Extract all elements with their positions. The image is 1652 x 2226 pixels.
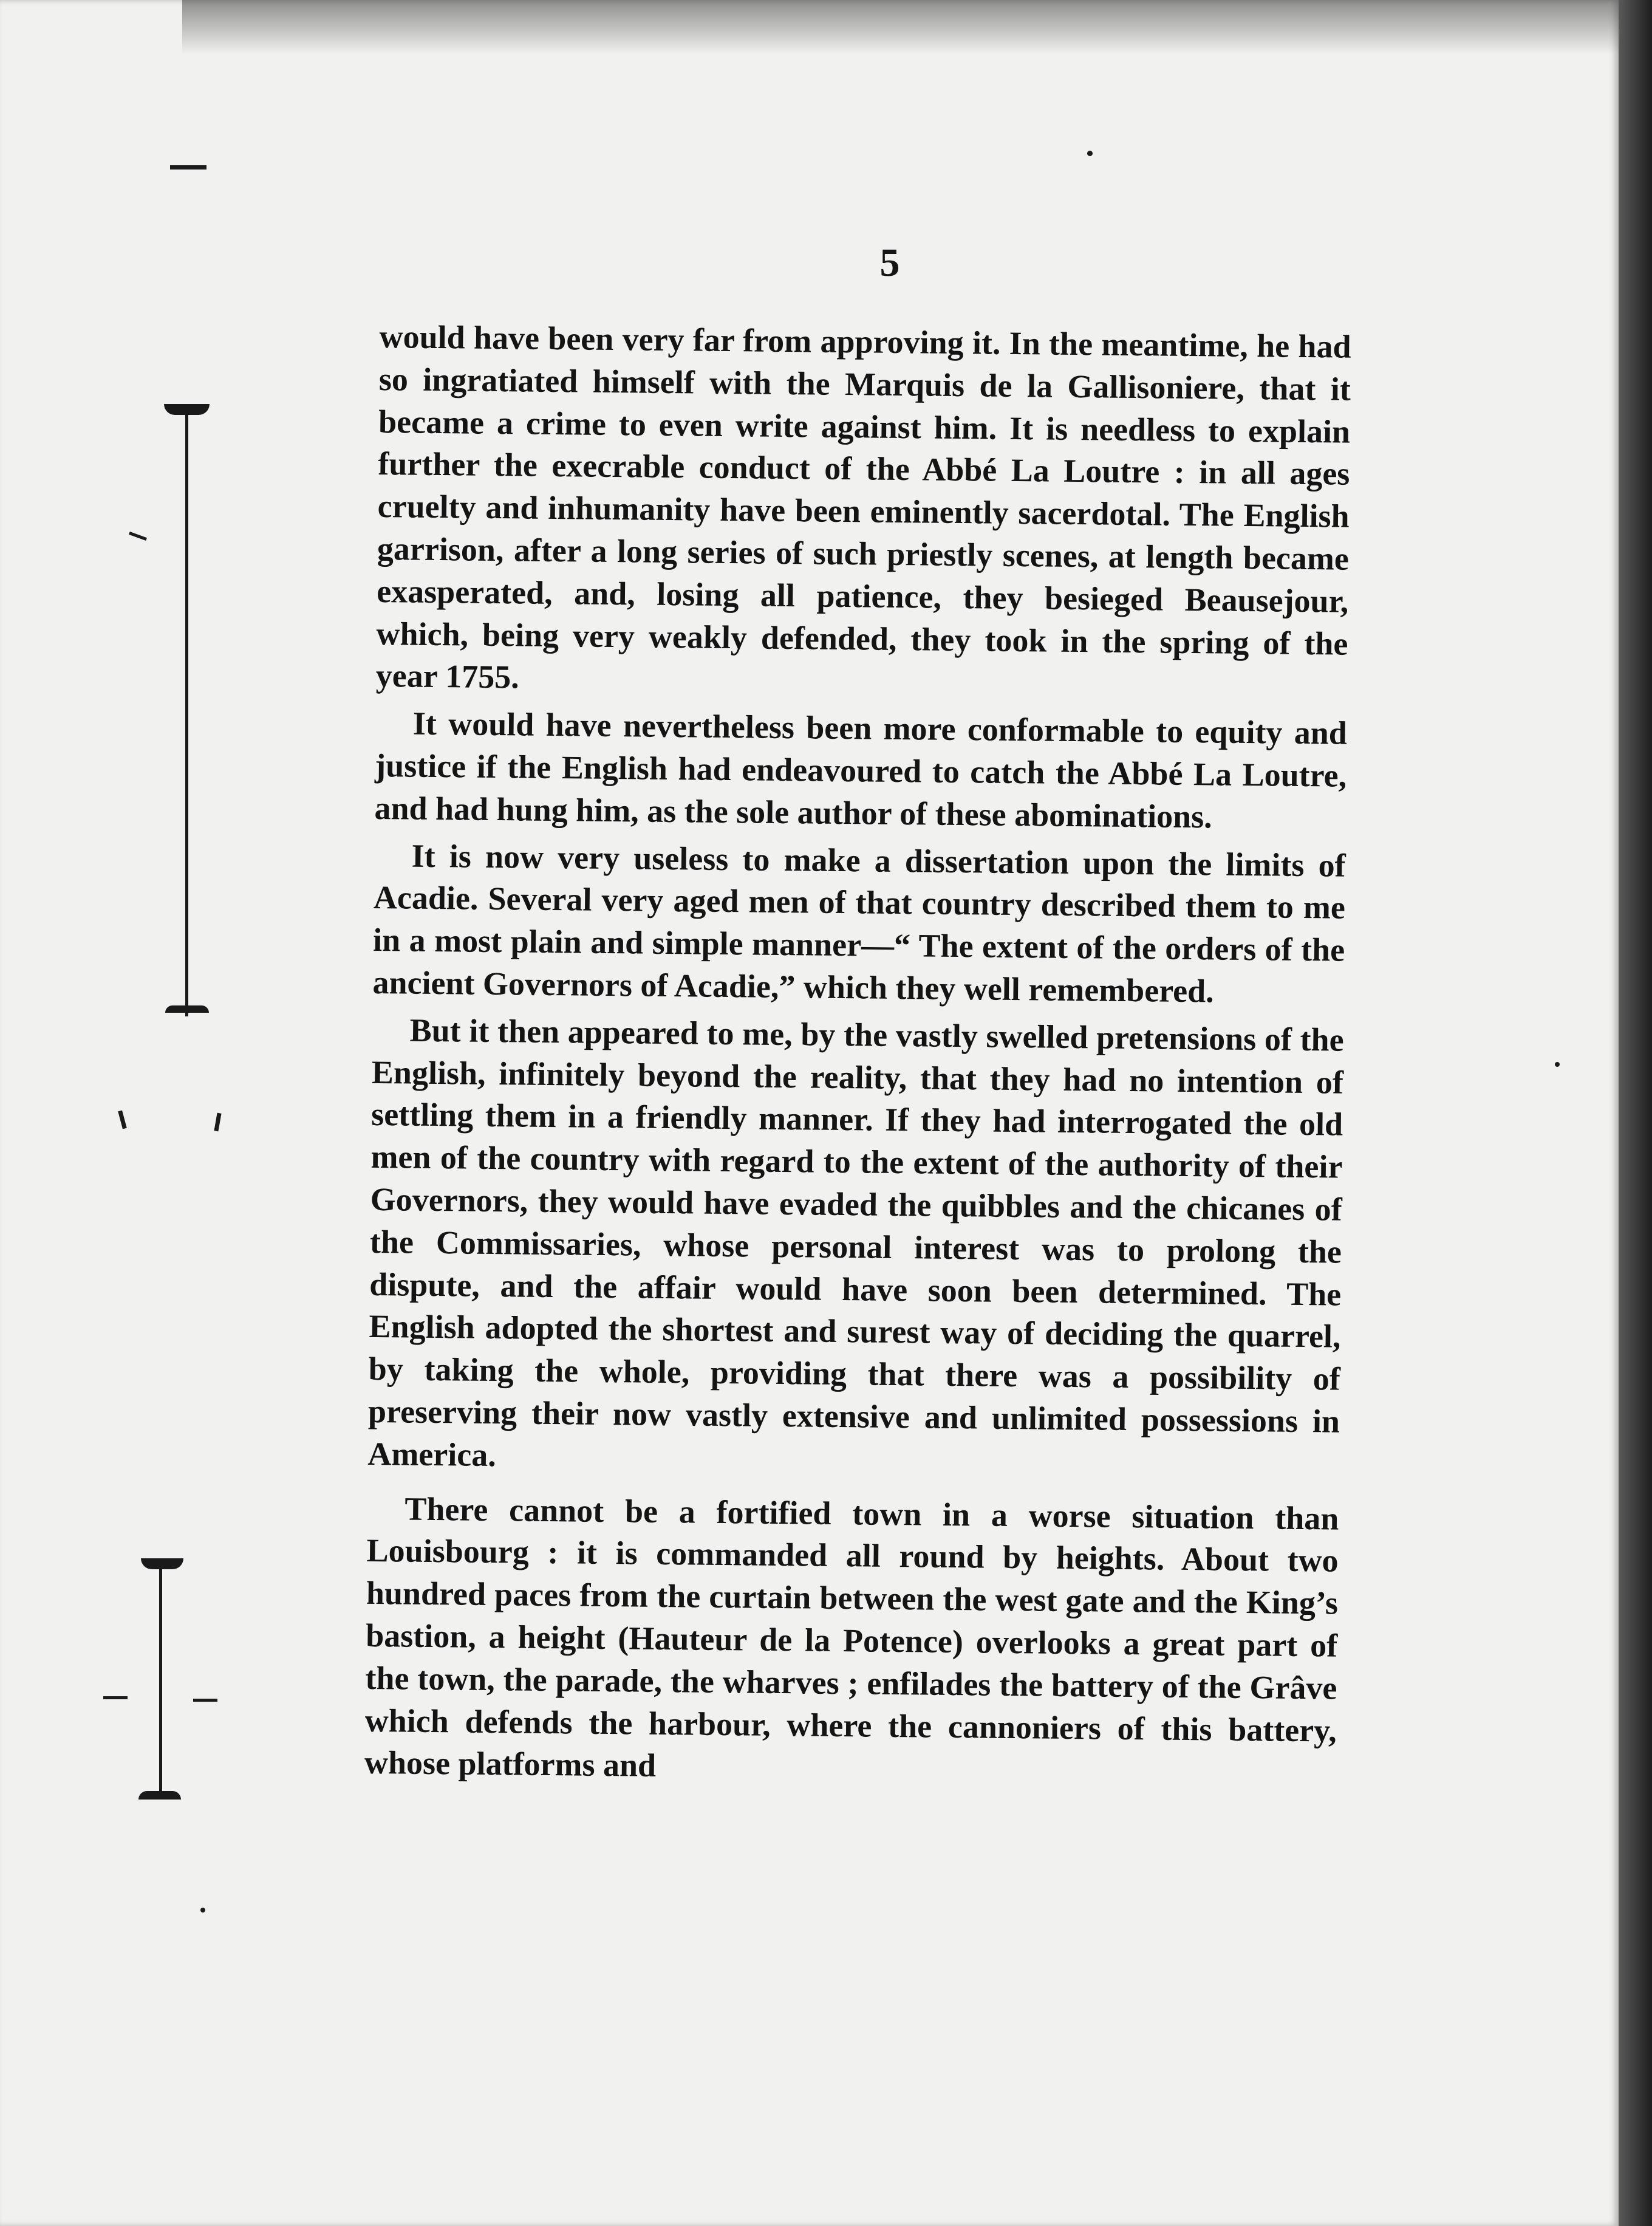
binding-mark [1087, 151, 1093, 156]
binding-mark [159, 1569, 162, 1794]
binding-mark [138, 1791, 181, 1800]
binding-mark [141, 1558, 183, 1569]
body-text [364, 316, 1351, 1795]
binding-mark [200, 1908, 205, 1913]
paragraph: It is now very useless to make a dissertation upon the limits of Acadie. Several very aged men of that country described them to me in a most plain and simple manner—“ The extent of the orders of the ancient Governors of Acadie,” which they well remembered. [372, 837, 1346, 1010]
page-edge-shadow [1619, 0, 1652, 2226]
paragraph: would have been very far from approving it. In the meantime, he had so ingratiated himself with the Marquis de la Gallisoniere, that it became a crime to even write against him. It is needless to explain further the execrable conduct of the Abbé La Loutre : in all ages cruelty and inhumanity have been eminently sacerdotal. The English garrison, after a long series of such priestly scenes, at length became exasperated, and, losing all patience, they besieged Beausejour, which, being very weakly defended, they took in the spring of the year 1755. [375, 318, 1351, 696]
paragraph: There cannot be a fortified town in a worse situation than Louisbourg : it is commanded all round by heights. About two hundred paces from the curtain between the west gate and the King’s bastion, a height (Hauteur de la Potence) overlooks a great part of the town, the parade, the wharves ; enfilades the battery of the Grâve which defends the harbour, where the cannoniers of this battery, whose platforms and [364, 1490, 1339, 1784]
binding-mark [165, 1005, 209, 1013]
binding-mark [164, 404, 210, 415]
page-top-shadow [182, 0, 1619, 55]
binding-mark [1555, 1062, 1560, 1067]
binding-mark [193, 1699, 217, 1702]
binding-mark [170, 165, 206, 170]
binding-mark [103, 1696, 128, 1699]
paragraph: But it then appeared to me, by the vastly swelled pretensions of the English, infinitely beyond the reality, that they had no intention of settling them in a friendly manner. If they had interrogated the old men of the country with regard to the extent of the authority of their Governors, they would have evaded the quibbles and the chicanes of the Commissaries, whose personal interest was to prolong the dispute, and the affair would have soon been determined. The English adopted the shortest and surest way of deciding the quarrel, by taking the whole, providing that there was a possibility of preserving their now vastly extensive and unlimited possessions in America. [367, 1012, 1344, 1473]
binding-mark [185, 415, 188, 1016]
page-number: 5 [879, 241, 900, 285]
paragraph: It would have nevertheless been more conformable to equity and justice if the English had endeavoured to catch the Abbé La Loutre, and had hung him, as the sole author of these abominations. [374, 705, 1348, 835]
